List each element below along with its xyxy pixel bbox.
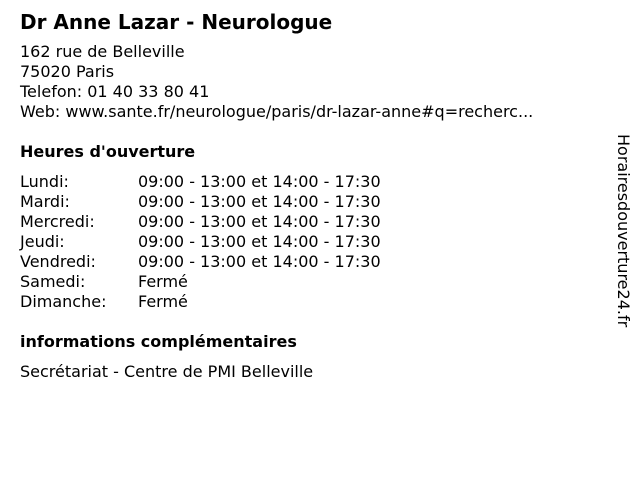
time-range: 09:00 - 13:00 et 14:00 - 17:30 [138, 212, 381, 231]
hours-row-wednesday [20, 212, 600, 232]
day-label: Mardi: [20, 192, 70, 211]
time-range: 09:00 - 13:00 et 14:00 - 17:30 [138, 192, 381, 211]
day-label: Vendredi: [20, 252, 96, 271]
additional-info-heading: informations complémentaires [20, 332, 297, 351]
day-label: Mercredi: [20, 212, 95, 231]
additional-info-text: Secrétariat - Centre de PMI Belleville [20, 362, 314, 381]
day-label: Lundi: [20, 172, 69, 191]
phone-number: Telefon: 01 40 33 80 41 [20, 82, 210, 101]
opening-hours-table [20, 172, 600, 312]
day-label: Jeudi: [20, 232, 65, 251]
time-range: 09:00 - 13:00 et 14:00 - 17:30 [138, 232, 381, 251]
hours-row-tuesday [20, 192, 600, 212]
website-link[interactable]: Web: www.sante.fr/neurologue/paris/dr-lazar-anne#q=recherc... [20, 102, 534, 121]
opening-hours-heading: Heures d'ouverture [20, 142, 196, 161]
address-city: 75020 Paris [20, 62, 115, 81]
hours-row-saturday [20, 272, 600, 292]
hours-row-friday [20, 252, 600, 272]
day-label: Dimanche: [20, 292, 107, 311]
hours-row-thursday [20, 232, 600, 252]
time-range: 09:00 - 13:00 et 14:00 - 17:30 [138, 172, 381, 191]
time-range: Fermé [138, 292, 188, 311]
hours-row-monday [20, 172, 600, 192]
time-range: Fermé [138, 272, 188, 291]
page-title: Dr Anne Lazar - Neurologue [20, 10, 333, 34]
address-street: 162 rue de Belleville [20, 42, 185, 61]
day-label: Samedi: [20, 272, 86, 291]
practice-card [20, 10, 600, 382]
hours-row-sunday [20, 292, 600, 312]
time-range: 09:00 - 13:00 et 14:00 - 17:30 [138, 252, 381, 271]
site-watermark: Horairesdouverture24.fr [614, 134, 633, 328]
